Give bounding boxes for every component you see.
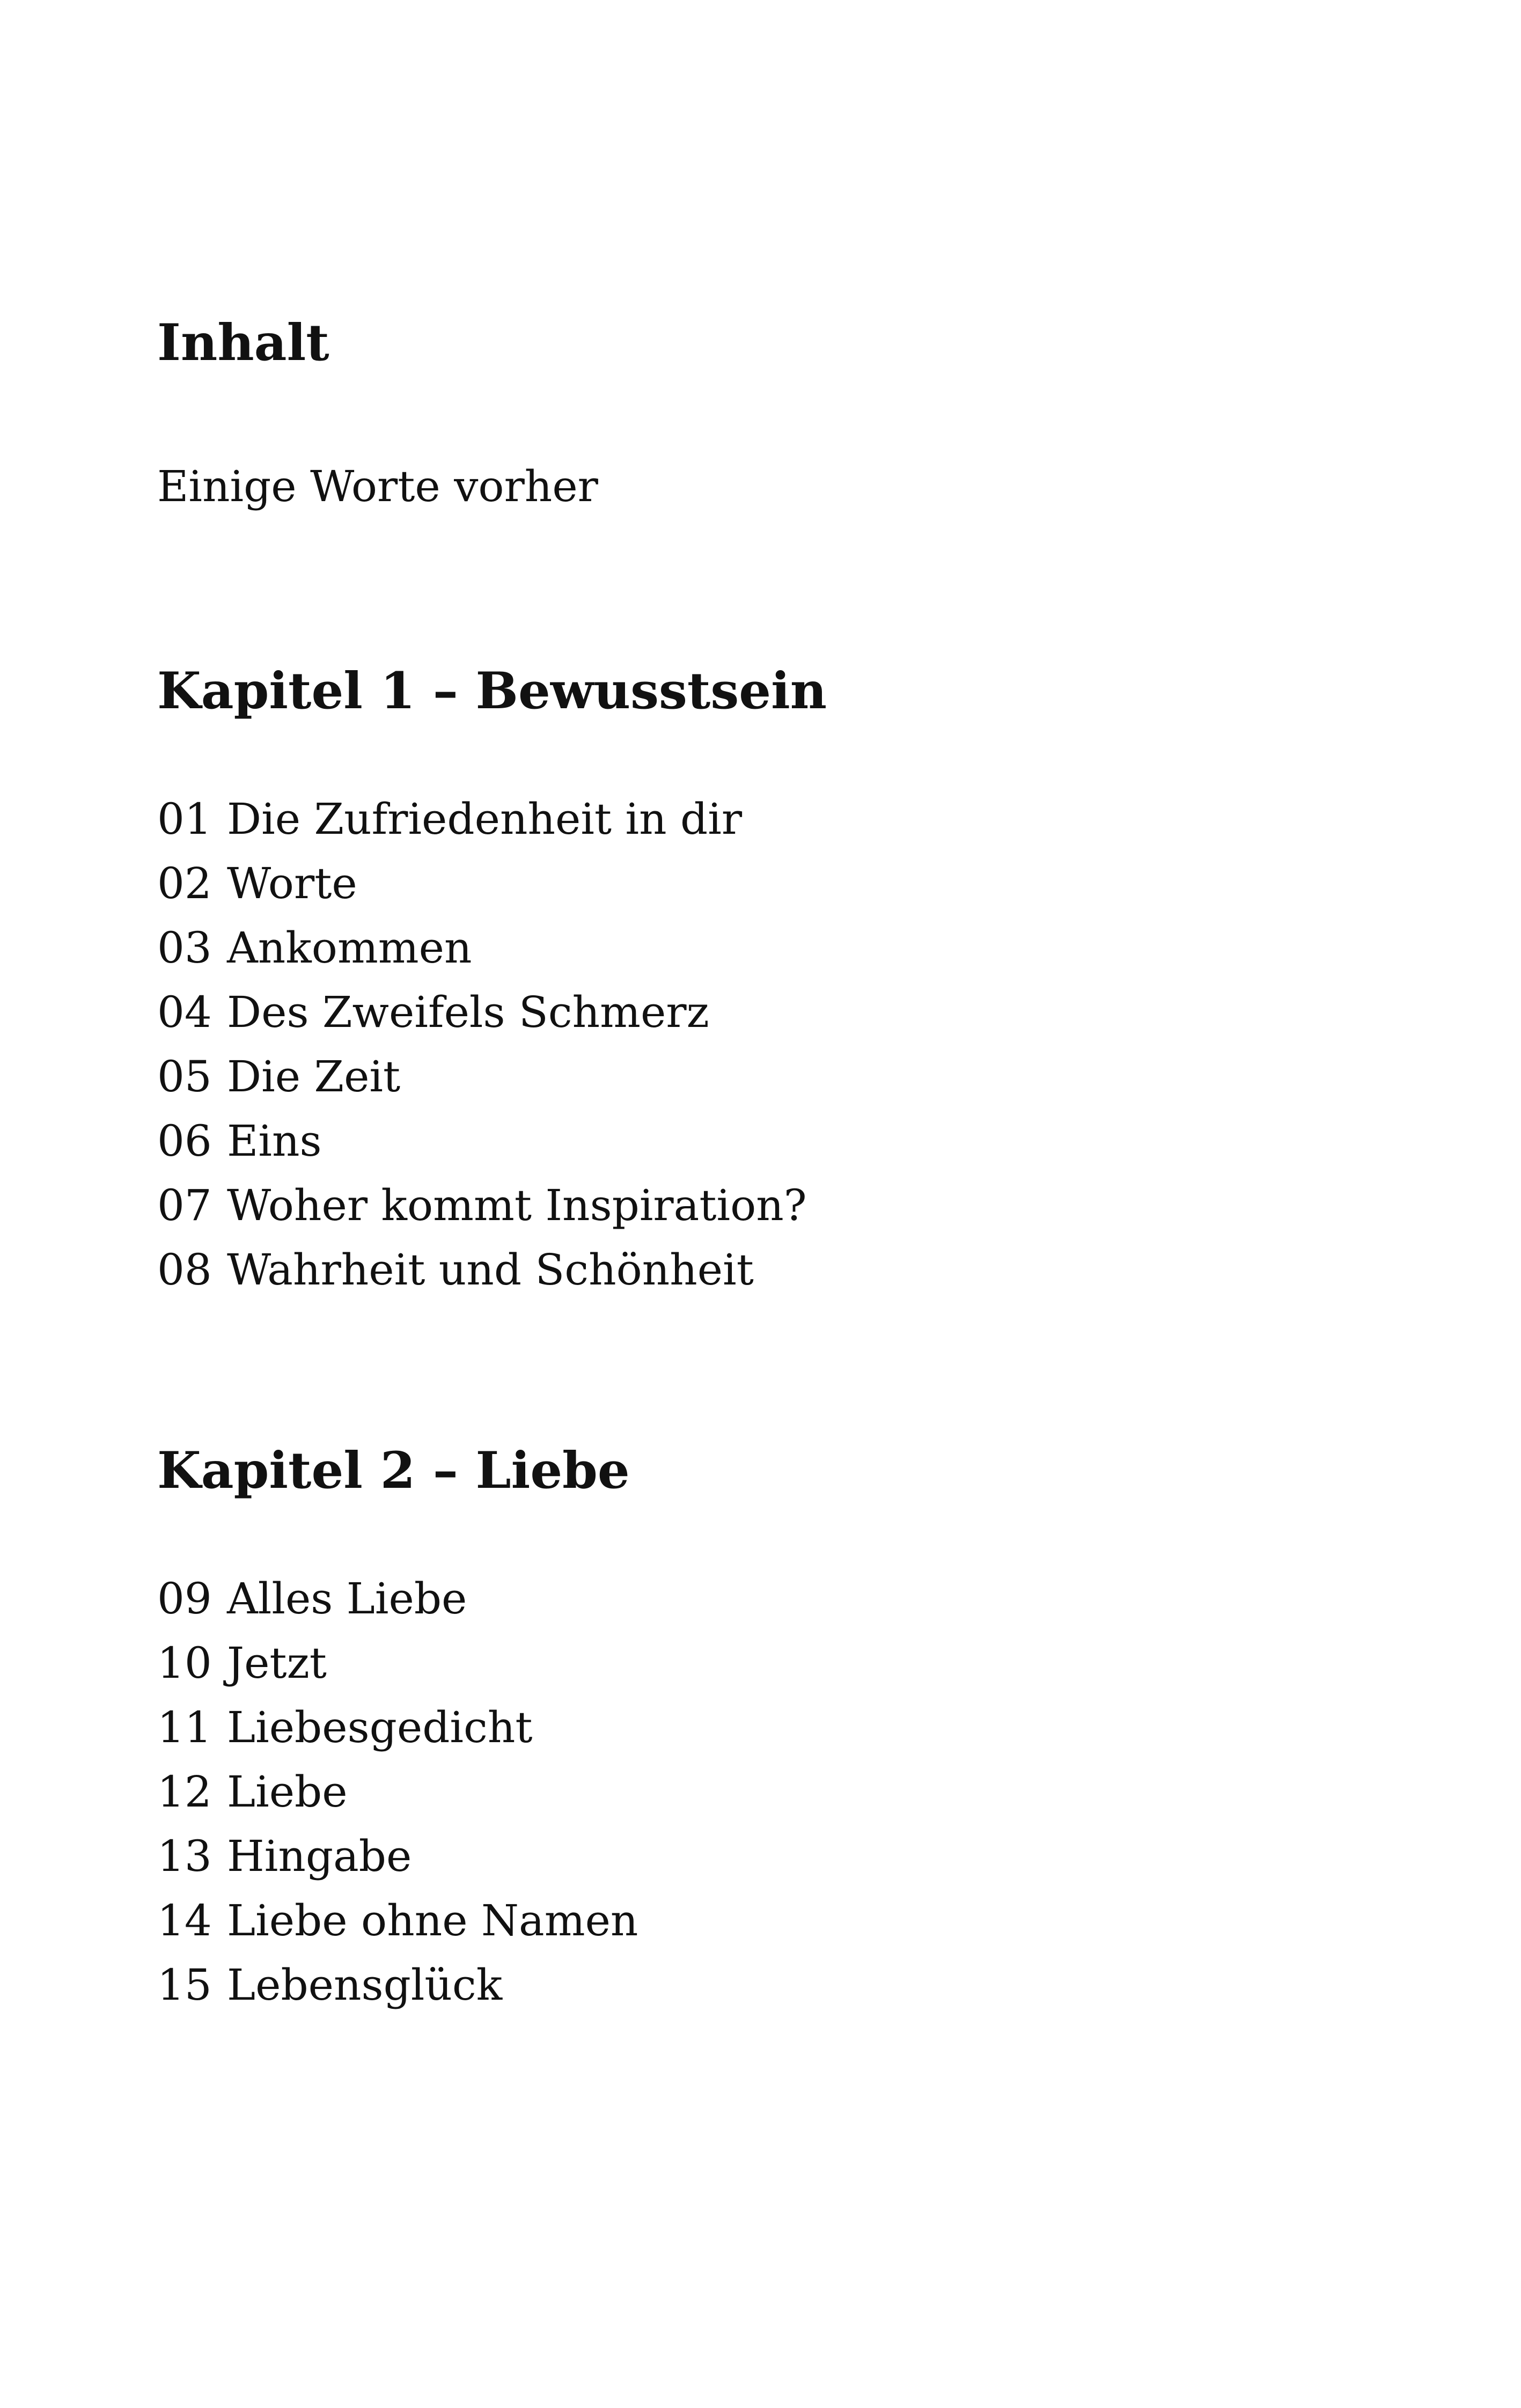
entry-number: 03 — [157, 923, 212, 973]
entry-number: 06 — [157, 1116, 212, 1166]
entry-number: 02 — [157, 858, 212, 908]
chapter-2-list — [157, 1574, 638, 2028]
entry-title: Worte — [227, 858, 357, 908]
entry-title: Liebe — [227, 1767, 348, 1817]
entry-title: Die Zeit — [227, 1052, 401, 1102]
entry-title: Ankommen — [227, 923, 472, 973]
entry-number: 13 — [157, 1831, 212, 1881]
toc-entry — [157, 794, 807, 862]
chapter-1-heading: Kapitel 1 – Bewusstsein — [157, 662, 827, 721]
entry-title: Liebesgedicht — [227, 1702, 533, 1752]
entry-title: Jetzt — [227, 1638, 327, 1688]
page-title: Inhalt — [157, 313, 329, 372]
toc-entry — [157, 1831, 638, 1899]
entry-title: Eins — [227, 1116, 322, 1166]
entry-number: 12 — [157, 1767, 212, 1817]
toc-entry — [157, 1180, 807, 1249]
toc-entry — [157, 1052, 807, 1120]
toc-entry — [157, 1638, 638, 1706]
toc-entry — [157, 1116, 807, 1184]
entry-title: Wahrheit und Schönheit — [227, 1245, 754, 1295]
toc-entry — [157, 1574, 638, 1642]
entry-number: 05 — [157, 1052, 212, 1102]
entry-title: Woher kommt Inspiration? — [227, 1180, 807, 1230]
toc-entry — [157, 1702, 638, 1771]
entry-number: 10 — [157, 1638, 212, 1688]
entry-title: Hingabe — [227, 1831, 412, 1881]
entry-number: 15 — [157, 1960, 212, 2010]
entry-title: Alles Liebe — [227, 1574, 467, 1624]
entry-number: 07 — [157, 1180, 212, 1230]
toc-entry — [157, 1960, 638, 2028]
intro-entry: Einige Worte vorher — [157, 461, 598, 511]
entry-number: 04 — [157, 987, 212, 1037]
toc-entry — [157, 1245, 807, 1313]
entry-number: 09 — [157, 1574, 212, 1624]
entry-number: 14 — [157, 1896, 212, 1946]
entry-title: Die Zufriedenheit in dir — [227, 794, 743, 844]
toc-entry — [157, 987, 807, 1055]
toc-entry — [157, 923, 807, 991]
chapter-2-heading: Kapitel 2 – Liebe — [157, 1441, 630, 1500]
chapter-1-list — [157, 794, 807, 1313]
entry-title: Lebensglück — [227, 1960, 503, 2010]
entry-number: 08 — [157, 1245, 212, 1295]
toc-entry — [157, 1767, 638, 1835]
entry-title: Des Zweifels Schmerz — [227, 987, 709, 1037]
entry-number: 01 — [157, 794, 212, 844]
toc-entry — [157, 858, 807, 927]
entry-title: Liebe ohne Namen — [227, 1896, 638, 1946]
entry-number: 11 — [157, 1702, 212, 1752]
toc-entry — [157, 1896, 638, 1964]
